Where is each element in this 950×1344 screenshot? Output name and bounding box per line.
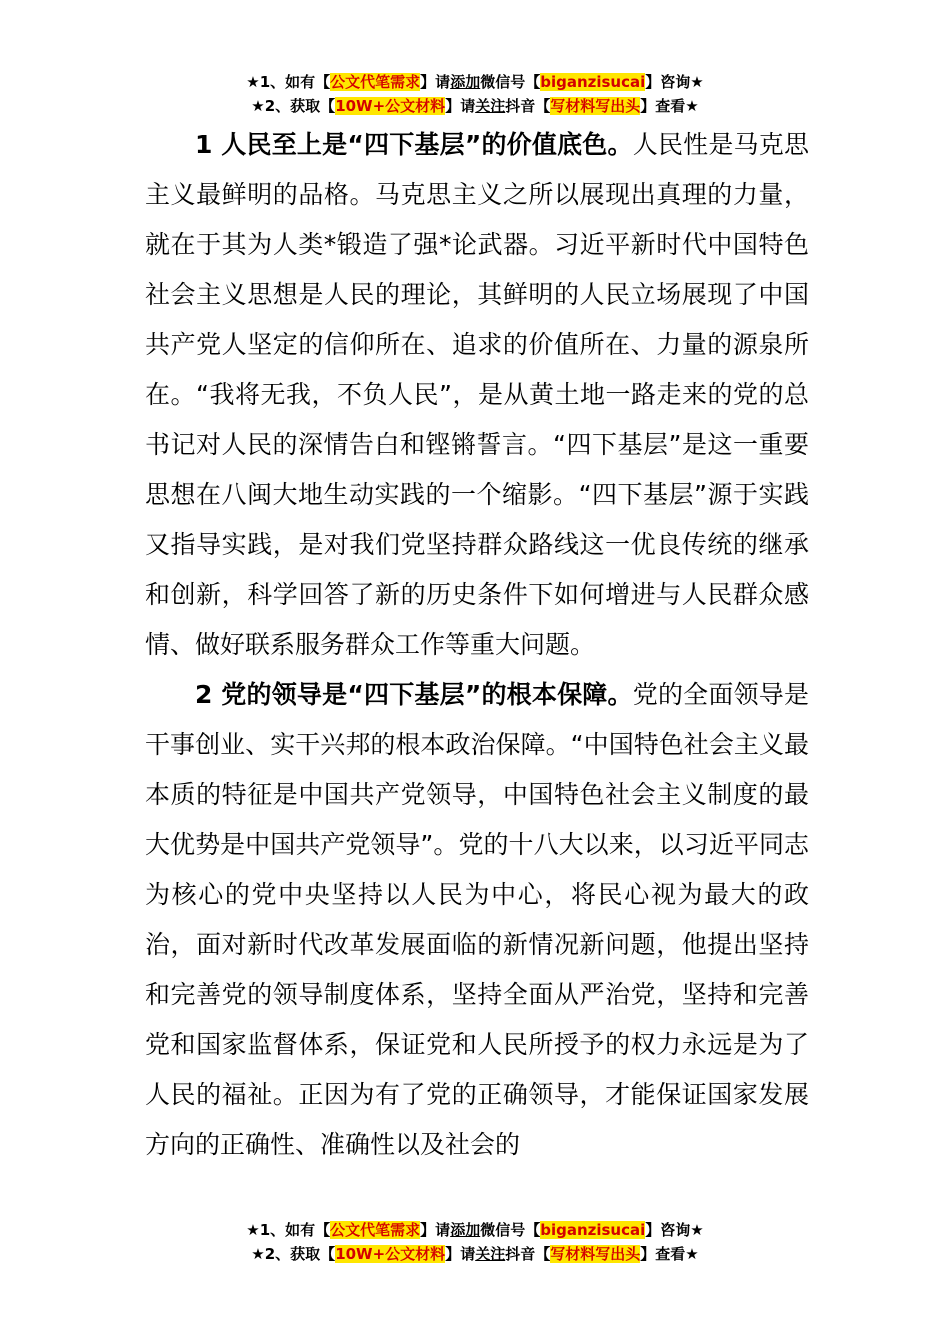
banner-text: 】请 [420, 73, 451, 91]
banner-text: ★1、如有【 [246, 1221, 331, 1239]
banner-text: 微信号【 [480, 73, 541, 91]
paragraph-text: 党的全面领导是干事创业、实干兴邦的根本政治保障。“中国特色社会主义最本质的特征是中国共产党领导，中国特色社会主义制度的最大优势是中国共产党领导”。党的十八大以来，以习近平同志为核心的党中央坚持以人民为中心，将民心视为最大的政治，面对新时代改革发展面临的新情况新问题，他提出坚持和完善党的领导制度体系，坚持全面从严治党，坚持和完善党和国家监督体系，保证党和人民所授予的权力永远是为了人民的福祉。正因为有了党的正确领导，才能保证国家发展方向的正确性、准确性以及社会的 [145, 680, 809, 1159]
banner-highlight: 公文代笔需求 [330, 73, 421, 91]
header-banner [0, 70, 950, 118]
banner-text: 微信号【 [480, 1221, 541, 1239]
paragraph-text: 人民性是马克思主义最鲜明的品格。马克思主义之所以展现出真理的力量，就在于其为人类*锻造了强*论武器。习近平新时代中国特色社会主义思想是人民的理论，其鲜明的人民立场展现了中国共产党人坚定的信仰所在、追求的价值所在、力量的源泉所在。“我将无我，不负人民”，是从黄土地一路走来的党的总书记对人民的深情告白和铿锵誓言。“四下基层”是这一重要思想在八闽大地生动实践的一个缩影。“四下基层”源于实践又指导实践，是对我们党坚持群众路线这一优良传统的继承和创新，科学回答了新的历史条件下如何增进与人民群众感情、做好联系服务群众工作等重大问题。 [145, 130, 809, 659]
banner-text: 】请 [445, 97, 476, 115]
banner-text: ★2、获取【 [251, 97, 336, 115]
banner-text: 】查看★ [640, 97, 699, 115]
banner-highlight: 10W+公文材料 [335, 97, 446, 115]
paragraph-lead: 2 党的领导是“四下基层”的根本保障。 [195, 680, 633, 709]
footer-banner [0, 1218, 950, 1266]
banner-line-1 [0, 70, 950, 94]
banner-text: 】查看★ [640, 1245, 699, 1263]
banner-line-1 [0, 1218, 950, 1242]
banner-emphasis: 关注 [475, 97, 506, 115]
banner-emphasis: 关注 [475, 1245, 506, 1263]
banner-text: ★1、如有【 [246, 73, 331, 91]
banner-highlight: 10W+公文材料 [335, 1245, 446, 1263]
banner-text: ★2、获取【 [251, 1245, 336, 1263]
document-body [145, 120, 809, 1170]
banner-highlight: 公文代笔需求 [330, 1221, 421, 1239]
banner-text: 】请 [420, 1221, 451, 1239]
banner-highlight: biganzisucai [540, 1221, 646, 1239]
banner-emphasis: 添加 [450, 1221, 481, 1239]
banner-highlight: biganzisucai [540, 73, 646, 91]
paragraph-1 [145, 120, 809, 670]
banner-text: 抖音【 [505, 1245, 551, 1263]
paragraph-2 [145, 670, 809, 1170]
paragraph-lead: 1 人民至上是“四下基层”的价值底色。 [195, 130, 633, 159]
banner-text: 】咨询★ [645, 1221, 704, 1239]
banner-text: 】请 [445, 1245, 476, 1263]
banner-highlight: 写材料写出头 [550, 97, 641, 115]
banner-line-2 [0, 1242, 950, 1266]
banner-emphasis: 添加 [450, 73, 481, 91]
banner-highlight: 写材料写出头 [550, 1245, 641, 1263]
banner-text: 抖音【 [505, 97, 551, 115]
banner-line-2 [0, 94, 950, 118]
banner-text: 】咨询★ [645, 73, 704, 91]
